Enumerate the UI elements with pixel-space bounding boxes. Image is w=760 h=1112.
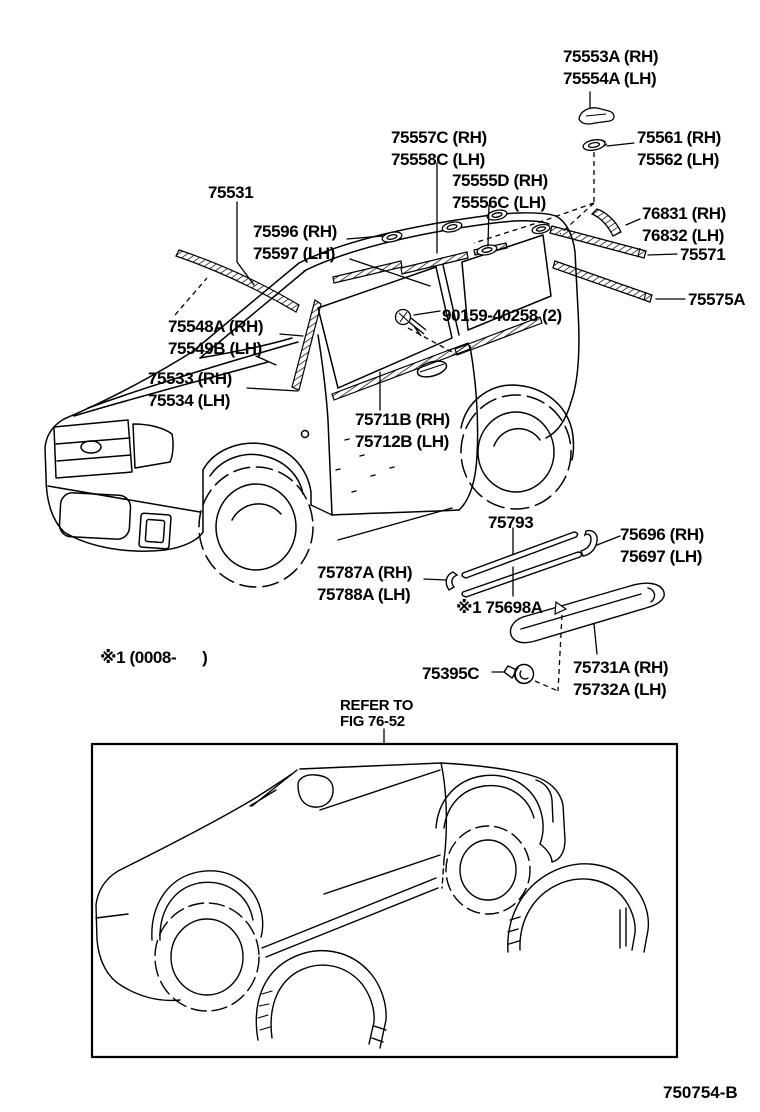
end-cap-75696-icon <box>581 531 597 556</box>
roof-clips <box>381 208 550 256</box>
part-label-75533: 75533 (RH) 75534 (LH) <box>148 369 232 410</box>
clip-75561-icon <box>582 138 607 152</box>
part-label-75555: 75555D (RH) 75556C (LH) <box>452 171 548 212</box>
part-label-90159: 90159-40258 (2) <box>442 306 562 325</box>
part-label-75696: 75696 (RH) 75697 (LH) <box>620 525 704 566</box>
moulding-75575-icon <box>553 261 652 302</box>
belt-moulding-75793-icon <box>462 532 582 597</box>
part-label-75531: 75531 <box>208 183 254 202</box>
pillar-moulding-75548 <box>292 300 321 390</box>
part-label-75698: ※1 75698A <box>456 598 543 617</box>
figure-number: 750754-B <box>663 1083 738 1102</box>
fender-flare-piece-front <box>256 951 386 1048</box>
part-label-76831: 76831 (RH) 76832 (LH) <box>642 204 726 245</box>
part-label-75596: 75596 (RH) 75597 (LH) <box>253 222 337 263</box>
refer-note: REFER TO FIG 76-52 <box>340 697 414 730</box>
part-label-75787: 75787A (RH) 75788A (LH) <box>317 563 413 604</box>
part-label-75711: 75711B (RH) 75712B (LH) <box>355 410 450 451</box>
part-label-75561: 75561 (RH) 75562 (LH) <box>637 128 721 169</box>
reference-car-side-view <box>96 763 565 1011</box>
clip-75553-icon <box>579 108 614 124</box>
part-label-75557: 75557C (RH) 75558C (LH) <box>391 128 487 169</box>
part-label-75395: 75395C <box>422 664 480 683</box>
moulding-76831-icon <box>592 209 621 236</box>
roof-drip-moulding-75557 <box>401 252 468 274</box>
end-cap-75787-icon <box>446 572 457 590</box>
production-note: ※1 (0008- ) <box>100 648 208 667</box>
part-label-75575: 75575A <box>688 290 746 309</box>
reference-figure-box <box>92 744 677 1057</box>
part-label-75731: 75731A (RH) 75732A (LH) <box>573 658 669 699</box>
part-label-75793: 75793 <box>488 513 534 532</box>
clip-75395-icon <box>504 665 534 684</box>
part-label-75553: 75553A (RH) 75554A (LH) <box>563 47 659 88</box>
belt-moulding-75711 <box>332 343 470 400</box>
part-label-75571: 75571 <box>680 245 726 264</box>
part-label-75548: 75548A (RH) 75549B (LH) <box>168 317 264 358</box>
